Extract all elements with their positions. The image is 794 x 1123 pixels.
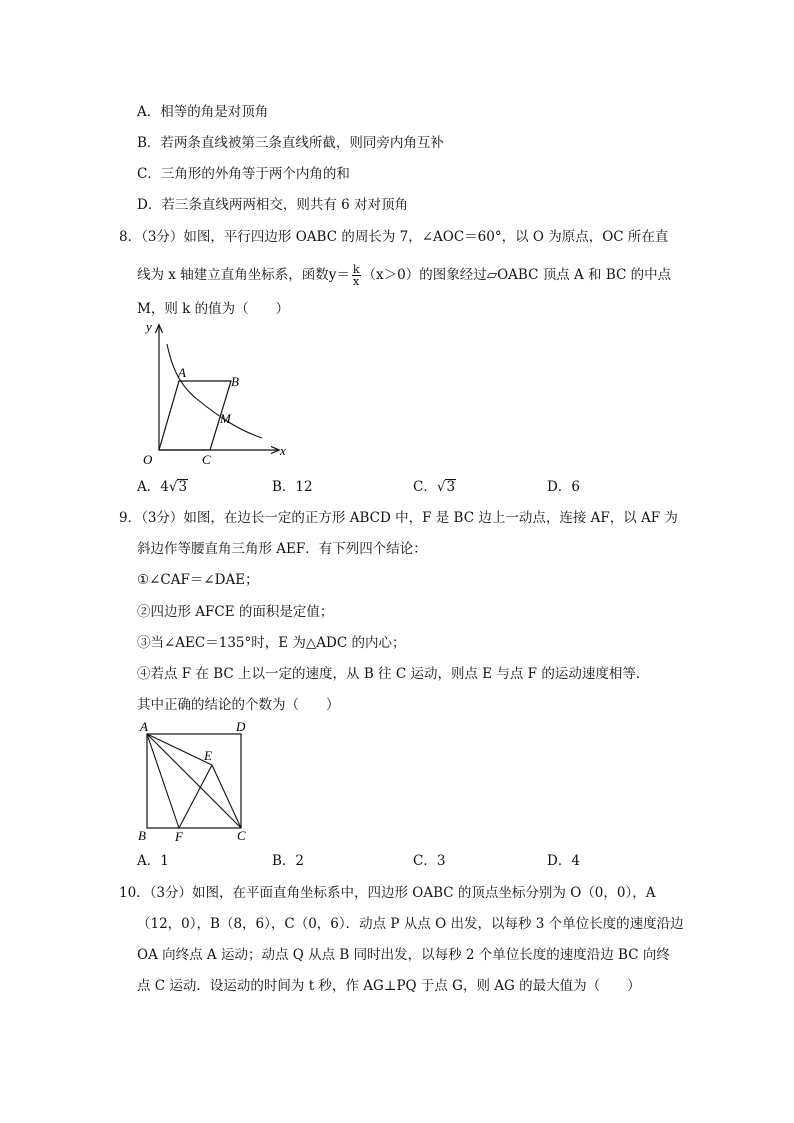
q8-figure <box>138 318 290 466</box>
q8-stem-line2 <box>137 260 671 290</box>
q9-label-c: C <box>237 828 246 843</box>
sqrt-icon: √ <box>168 479 178 495</box>
q8-label-y: y <box>146 319 152 334</box>
q9-ask: 其中正确的结论的个数为（ ） <box>137 697 340 713</box>
q8-label-x: x <box>280 443 286 458</box>
q8-option-a-radicand: 3 <box>178 479 188 495</box>
q9-option-d: D．4 <box>547 853 580 869</box>
q8-label-b: B <box>231 374 239 389</box>
q8-stem-line2-post: （x＞0）的图象经过▱OABC 顶点 A 和 BC 的中点 <box>362 267 672 283</box>
q7-option-c: C．三角形的外角等于两个内角的和 <box>137 166 350 182</box>
q7-option-d: D．若三条直线两两相交，则共有 6 对对顶角 <box>137 197 408 213</box>
q8-stem-line1: 8．（3分）如图，平行四边形 OABC 的周长为 7，∠AOC＝60°，以 O 为原点，OC 所在直 <box>119 229 669 245</box>
q9-stem-line1: 9．（3分）如图，在边长一定的正方形 ABCD 中，F 是 BC 边上一动点，连接 AF，以 AF 为 <box>119 510 678 526</box>
q8-label-o: O <box>143 452 153 466</box>
q8-stem-line3: M，则 k 的值为（ ） <box>137 301 290 317</box>
q8-fraction <box>352 264 361 287</box>
q8-fraction-denominator: x <box>353 275 360 288</box>
q9-label-a: A <box>140 719 148 734</box>
q9-segment-ec <box>212 765 241 828</box>
q8-option-d: D．6 <box>547 479 580 495</box>
q9-conclusion-3: ③当∠AEC＝135°时，E 为△ADC 的内心； <box>137 635 406 651</box>
q8-option-a <box>137 478 188 496</box>
q9-label-d: D <box>236 719 246 734</box>
q8-option-b: B．12 <box>272 479 313 495</box>
q9-conclusion-4: ④若点 F 在 BC 上以一定的速度，从 B 往 C 运动，则点 E 与点 F 的运动速度相等． <box>137 666 650 682</box>
q9-figure <box>136 716 256 844</box>
q9-segment-ae <box>147 734 212 765</box>
q9-segment-af <box>147 734 179 828</box>
q9-conclusion-2: ②四边形 AFCE 的面积是定值； <box>137 604 334 620</box>
q10-stem-line4: 点 C 运动．设运动的时间为 t 秒，作 AG⊥PQ 于点 G，则 AG 的最大值为（ ） <box>137 978 641 994</box>
q8-label-a: A <box>178 365 186 380</box>
q8-fraction-numerator: k <box>352 263 360 276</box>
q9-segment-ac <box>147 734 241 828</box>
q8-option-c <box>413 478 456 496</box>
q9-label-b: B <box>138 828 146 843</box>
q10-stem-line3: OA 向终点 A 运动；动点 Q 从点 B 同时出发，以每秒 2 个单位长度的速度沿边 BC 向终 <box>137 947 670 963</box>
q8-label-m: M <box>220 411 231 426</box>
q9-stem-line2: 斜边作等腰直角三角形 AEF．有下列四个结论： <box>137 541 427 557</box>
q10-stem-line1: 10．（3分）如图，在平面直角坐标系中，四边形 OABC 的顶点坐标分别为 O（0，0），A <box>119 885 656 901</box>
q9-option-b: B．2 <box>272 853 305 869</box>
q8-option-a-prefix: A．4 <box>137 479 169 495</box>
q8-stem-line2-pre: 线为 x 轴建立直角坐标系，函数y＝ <box>137 267 350 283</box>
q7-option-a: A．相等的角是对顶角 <box>137 104 269 120</box>
q9-segment-ef <box>179 765 212 828</box>
q7-option-b: B．若两条直线被第三条直线所截，则同旁内角互补 <box>137 135 444 151</box>
q8-option-c-prefix: C． <box>413 479 437 495</box>
sqrt-icon: √ <box>436 479 446 495</box>
q9-label-f: F <box>175 829 183 844</box>
q9-option-a: A．1 <box>137 853 169 869</box>
q8-label-c: C <box>202 452 211 466</box>
q8-hyperbola-curve <box>167 344 262 438</box>
q9-label-e: E <box>204 748 212 763</box>
q10-stem-line2: （12，0），B（8，6），C（0，6）．动点 P 从点 O 出发，以每秒 3 个单位长度的速度沿边 <box>137 916 684 932</box>
q9-option-c: C．3 <box>413 853 446 869</box>
q9-conclusion-1: ①∠CAF＝∠DAE； <box>137 572 259 588</box>
q8-option-c-radicand: 3 <box>446 479 456 495</box>
